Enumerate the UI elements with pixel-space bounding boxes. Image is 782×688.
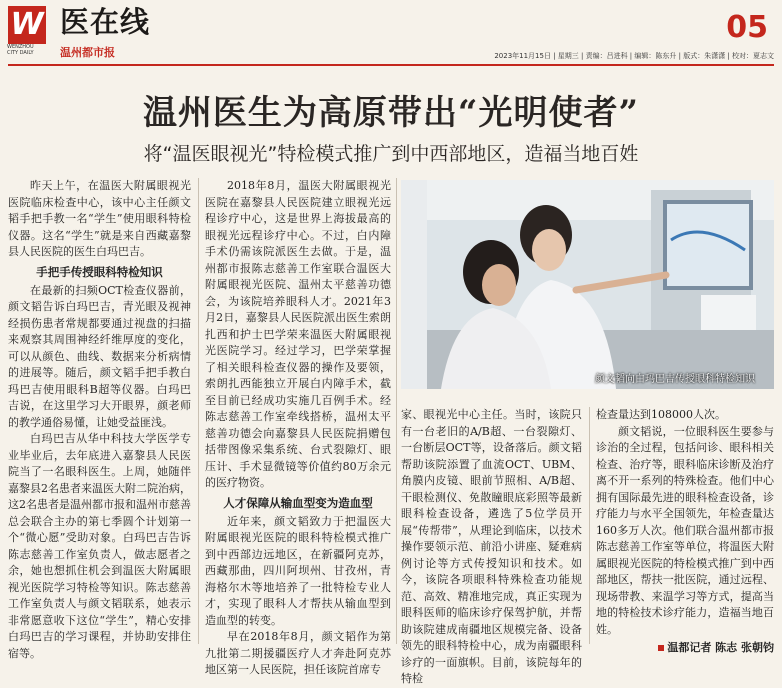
masthead-rule — [8, 64, 774, 66]
article-column-4 — [596, 407, 774, 657]
page-number: 05 — [726, 10, 768, 45]
paragraph: 2018年8月，温医大附属眼视光医院在嘉黎县人民医院建立眼视光远程诊疗中心，这是世界上海拔最高的眼视光远程诊疗中心。不过，白内障手术仍需该院派医生去做。于是，温州都市报陈志慈善工作室联合温医大附属眼视光医院、温州太平慈善功德会，为该院培养眼科人才。2021年3月2日，嘉黎县人民医院派出医生索朗扎西和护士巴学荣来温医大附属眼视光医院学习。经过学习，巴学荣掌握了相关眼科检查仪器的操作及要领，索朗扎西能独立开展白内障手术，截至目前已经成功实施几百例手术。经陈志慈善工作室牵线搭桥，温州太平慈善功德会向嘉黎县人民医院捐赠包括带图像采集系统、台式裂隙灯、眼压计、手术显微镜等价值约80万余元的医疗物资。 — [205, 179, 391, 489]
paragraph: 颜文韬说，一位眼科医生要参与诊治的全过程，包括问诊、眼科相关检查、治疗等，眼科临床诊断及治疗离不开一系列的特殊检查。他们中心拥有国际最先进的眼科检查设备，诊疗能力与水平全国领先，年检查量达160多万人次。他们联合温州都市报陈志慈善工作室等单位，将温医大附属眼视光医院的特检模式推广到中西部地区，帮扶一批医院，通过远程、现场带教、来温学习等方式，提高当地的特检技术诊疗能力，造福当地百姓。 — [596, 424, 774, 636]
logo-english-text: WENZHOU CITY DAILY — [7, 44, 34, 56]
column-divider — [198, 178, 199, 644]
paragraph: 昨天上午，在温医大附属眼视光医院临床检查中心，该中心主任颜文韬手把手教一名“学生”使用眼科特检仪器。这名“学生”就是来自西藏嘉黎县人民医院的医生白玛巴吉。 — [8, 179, 191, 258]
newspaper-logo — [8, 6, 46, 44]
column-divider — [589, 407, 590, 644]
headline: 温州医生为高原带出“光明使者” — [142, 93, 640, 133]
subheadline: 将“温医眼视光”特检模式推广到中西部地区，造福当地百姓 — [143, 143, 639, 165]
article-column-2 — [205, 178, 391, 679]
photo-illustration — [401, 180, 774, 389]
byline-text: 温都记者 陈志 张朝钧 — [667, 641, 774, 654]
logo-letter: W — [10, 7, 44, 42]
article-column-3 — [401, 407, 582, 688]
byline-marker — [658, 645, 664, 651]
section-heading: 人才保障从输血型变为造血型 — [223, 495, 373, 510]
paragraph: 在最新的扫频OCT检查仪器前，颜文韬告诉白玛巴吉，青光眼及视神经损伤患者常规都要通过视盘的扫描来观察其周围神经纤维厚度的变化，可以从颜色、曲线、数据来分析病情的进展等。随后，颜文韬手把手教白玛巴吉使用眼科B超等仪器。白玛巴吉说，在这里学习大开眼界，颜老师的教学通俗易懂，让她受益匪浅。 — [8, 283, 191, 429]
article-photo — [401, 180, 774, 389]
article-column-1 — [8, 178, 191, 662]
paragraph: 早在2018年8月，颜文韬作为第九批第二期援疆医疗人才奔赴阿克苏地区第一人民医院，担任该院首席专 — [205, 630, 391, 676]
newspaper-brand: 温州都市报 — [60, 46, 115, 59]
paragraph: 白玛巴吉从华中科技大学医学专业毕业后，去年底进入嘉黎县人民医院当了一名眼科医生。上周，她随伴嘉黎县2名患者来温医大附二院治病，这2名患者是温州都市报和温州市慈善总会联合主办的第七季圆个计划第一个“微心愿”受助对象。白玛巴吉告诉陈志慈善工作室负责人，做志愿者之余，她也想抓住机会到温医大附属眼视光医院学习特检等知识。陈志慈善工作室负责人与颜文韬联系，她表示非常愿意收下这位“学生”，精心安排白玛巴吉的学习课程，并协助安排住宿等。 — [8, 432, 191, 660]
section-title: 医在线 — [60, 5, 151, 39]
paragraph: 检查量达到108000人次。 — [596, 408, 726, 421]
photo-caption: 颜文韬向白玛巴吉传授眼科特检知识 — [595, 374, 755, 385]
paragraph: 近年来，颜文韬致力于把温医大附属眼视光医院的眼科特检模式推广到中西部边远地区，在新疆阿克苏，西藏那曲，四川阿坝州、甘孜州，青海格尔木等地培养了一批特检专业人才，实现了眼科人才帮扶从输血型到造血型的转变。 — [205, 514, 391, 627]
byline — [596, 640, 774, 657]
paragraph: 家、眼视光中心主任。当时，该院只有一台老旧的A/B超、一台裂隙灯、一台断层OCT等，设备落后。颜文韬帮助该院添置了血流OCT、UBM、角膜内皮镜、眼前节照相、A/B超、干眼检测仪、免散瞳眼底彩照等最新眼科检查设备，遴选了5位学员开展“传帮带”，从理论到临床，以技术操作要领示范、前沿小讲座、疑难病例讨论等方式传授知识和技术。如今，该院各项眼科特殊检查功能规范、高效、精准地完成，真正实现为眼科医师的临床诊疗保驾护航，并帮助该院建成南疆地区规模完备、设备领先的眼科特检中心，成为南疆眼科诊疗的一面旗帜。目前，该院每年的特检 — [401, 408, 582, 685]
dateline: 2023年11月15日 | 星期三 | 责编：吕进科 | 编辑：陈东升 | 版式：朱潇潇 | 校对：夏志文 — [494, 52, 774, 60]
section-heading: 手把手传授眼科特检知识 — [36, 264, 163, 279]
column-divider — [396, 178, 397, 644]
